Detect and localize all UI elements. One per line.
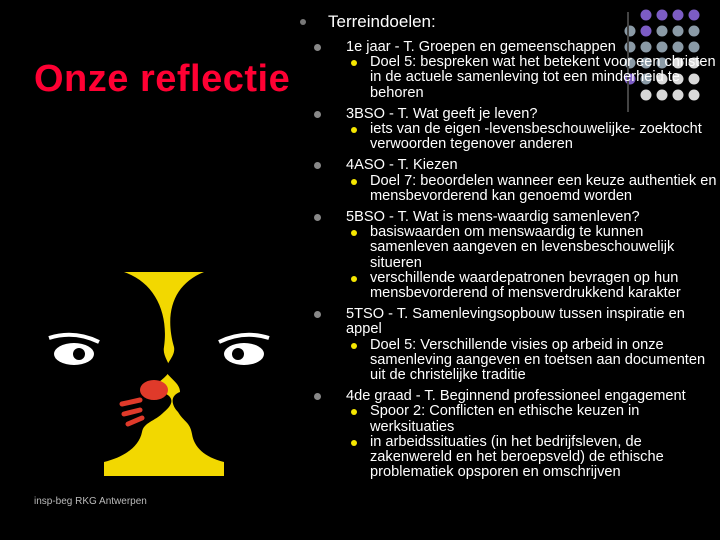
sub-list-item: [300, 55, 718, 101]
list-item: [300, 307, 718, 383]
sub-list-item: [300, 271, 718, 301]
two-faces-shouting-icon: [4, 272, 309, 476]
yellow-bullet-icon: [351, 276, 357, 282]
yellow-bullet-icon: [351, 179, 357, 185]
bullet-icon: [300, 19, 306, 25]
slide-title: Onze reflectie: [34, 58, 291, 100]
list-item-text: 4ASO - T. Kiezen: [346, 157, 458, 174]
bullet-list: [300, 12, 718, 486]
bullet-icon: [314, 311, 321, 318]
list-item-text: 5BSO - T. Wat is mens-waardig samenleven?: [346, 209, 640, 226]
list-item: [300, 107, 718, 153]
heading-text: Terreindoelen:: [328, 12, 436, 31]
sub-list-item-text: in arbeidssituaties (in het bedrijfsleven, de zakenwereld en het beroepsveld) de ethische problematiek opsporen en omschrijven: [370, 433, 664, 481]
bullet-icon: [314, 111, 321, 118]
sub-list-item: [300, 404, 718, 434]
yellow-bullet-icon: [351, 440, 357, 446]
list-item: [300, 40, 718, 101]
list-item: [300, 210, 718, 301]
yellow-bullet-icon: [351, 127, 357, 133]
sub-list-item: [300, 174, 718, 204]
sub-list-item-text: Doel 7: beoordelen wanneer een keuze authentiek en mensbevorderend kan genoemd worden: [370, 172, 717, 204]
sub-list-item-text: Doel 5: Verschillende visies op arbeid in onze samenleving aangeven en toetsen aan documenten uit de christelijke traditie: [370, 336, 706, 384]
list-item: [300, 158, 718, 204]
yellow-bullet-icon: [351, 60, 357, 66]
bullet-icon: [314, 44, 321, 51]
yellow-bullet-icon: [351, 230, 357, 236]
bullet-icon: [314, 393, 321, 400]
list-item-text: 1e jaar - T. Groepen en gemeenschappen: [346, 39, 616, 55]
sub-list-item-text: Spoor 2: Conflicten en ethische keuzen in werksituaties: [370, 403, 640, 435]
sub-list-item-text: basiswaarden om menswaardig te kunnen samenleven aangeven en levensbeschouwelijk situeren: [370, 224, 675, 271]
sub-list-item: [300, 225, 718, 271]
yellow-bullet-icon: [351, 343, 357, 349]
list-item: [300, 389, 718, 480]
list-item-text: 5TSO - T. Samenlevingsopbouw tussen inspiratie en appel: [346, 306, 685, 338]
bullet-icon: [314, 214, 321, 221]
sub-list-item: [300, 338, 718, 384]
sub-list-item: [300, 122, 718, 152]
sub-list-item-text: Doel 5: bespreken wat het betekent voor een christen in de actuele samenleving tot een minderheid te behoren: [370, 54, 716, 101]
sub-list-item: [300, 435, 718, 481]
sub-list-item-text: verschillende waardepatronen bevragen op hun mensbevorderend of mensverdrukkend karakter: [370, 269, 681, 302]
footer-text: insp-beg RKG Antwerpen: [34, 496, 147, 507]
yellow-bullet-icon: [351, 409, 357, 415]
heading-item: [300, 12, 718, 32]
list-item-text: 4de graad - T. Beginnend professioneel engagement: [346, 388, 686, 405]
sub-list-item-text: iets van de eigen -levensbeschouwelijke- zoektocht verwoorden tegenover anderen: [370, 121, 702, 153]
list-item-text: 3BSO - T. Wat geeft je leven?: [346, 105, 538, 122]
bullet-icon: [314, 162, 321, 169]
